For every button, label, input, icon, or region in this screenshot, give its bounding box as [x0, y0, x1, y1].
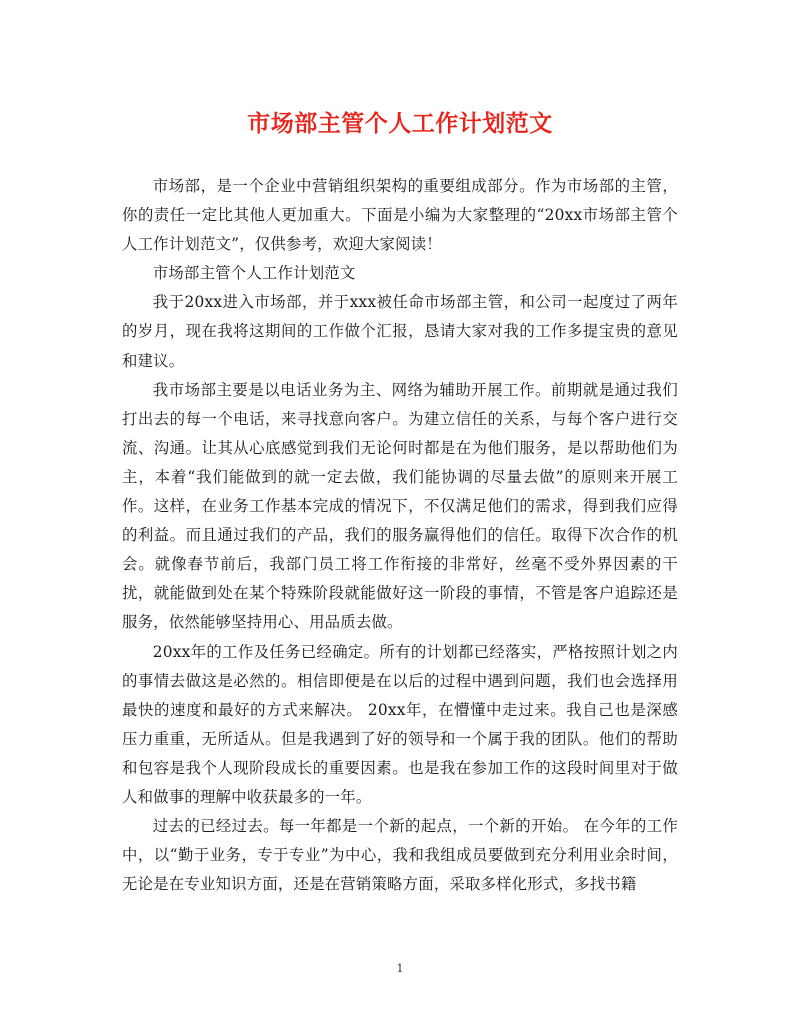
- paragraph-intro: 市场部，是一个企业中营销组织架构的重要组成部分。作为市场部的主管，你的责任一定比其他人更加重大。下面是小编为大家整理的“20xx市场部主管个人工作计划范文”，仅供参考，欢迎大家阅读！: [122, 177, 678, 254]
- document-body: [122, 172, 678, 899]
- page-number: 1: [396, 962, 404, 975]
- document-title: 市场部主管个人工作计划范文: [247, 111, 553, 137]
- paragraph-4: 过去的已经过去。每一年都是一个新的起点，一个新的开始。 在今年的工作中，以“勤于业务，专于专业”为中心，我和我组成员要做到充分利用业余时间，无论是在专业知识方面，还是在营销策略方面，采取多样化形式，多找书籍: [122, 817, 678, 894]
- paragraph-2: 我市场部主要是以电话业务为主、网络为辅助开展工作。前期就是通过我们打出去的每一个电话，来寻找意向客户。为建立信任的关系，与每个客户进行交流、沟通。让其从心底感觉到我们无论何时都是在为他们服务，是以帮助他们为主，本着“我们能做到的就一定去做，我们能协调的尽量去做”的原则来开展工作。这样，在业务工作基本完成的情况下，不仅满足他们的需求，得到我们应得的利益。而且通过我们的产品，我们的服务赢得他们的信任。取得下次合作的机会。就像春节前后，我部门员工将工作衔接的非常好，丝毫不受外界因素的干扰，就能做到处在某个特殊阶段就能做好这一阶段的事情，不管是客户追踪还是服务，依然能够坚持用心、用品质去做。: [122, 380, 678, 632]
- paragraph-subtitle: 市场部主管个人工作计划范文: [152, 264, 356, 283]
- paragraph-1: 我于20xx进入市场部，并于xxx被任命市场部主管，和公司一起度过了两年的岁月，现在我将这期间的工作做个汇报，恳请大家对我的工作多提宝贵的意见和建议。: [122, 293, 678, 370]
- paragraph-3: 20xx年的工作及任务已经确定。所有的计划都已经落实，严格按照计划之内的事情去做这是必然的。相信即便是在以后的过程中遇到问题，我们也会选择用最快的速度和最好的方式来解决。 20xx年，在懵懂中走过来。我自己也是深感压力重重，无所适从。但是我遇到了好的领导和一个属于我的团队。他们的帮助和包容是我个人现阶段成长的重要因素。也是我在参加工作的这段时间里对于做人和做事的理解中收获最多的一年。: [122, 642, 678, 806]
